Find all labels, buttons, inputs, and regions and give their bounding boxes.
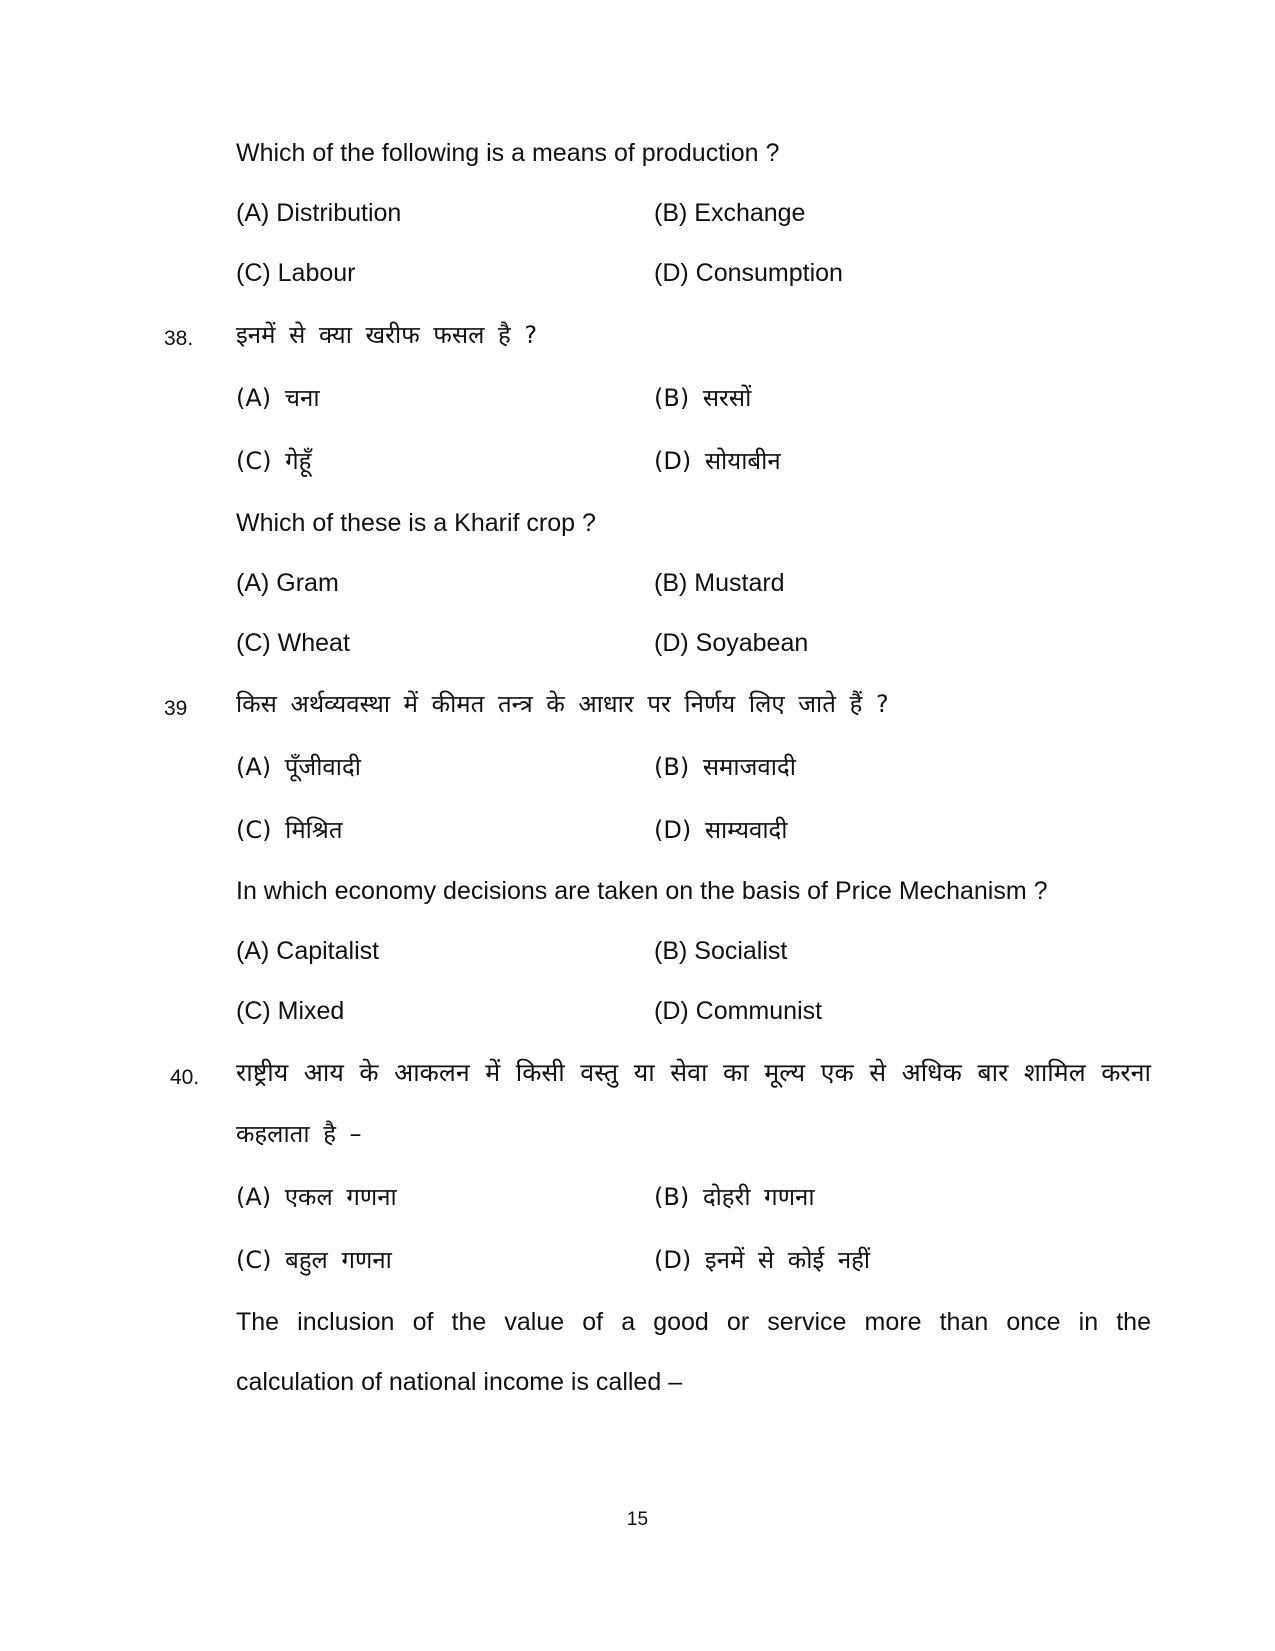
q37-option-c: (C) Labour xyxy=(236,259,356,287)
q40-option-a-hi: (A) एकल गणना xyxy=(236,1183,397,1211)
q37-option-a: (A) Distribution xyxy=(236,199,402,227)
page-number: 15 xyxy=(626,1509,649,1530)
q38-option-a-hi: (A) चना xyxy=(236,384,320,412)
q37-option-d: (D) Consumption xyxy=(654,259,843,287)
q38-option-d-hi: (D) सोयाबीन xyxy=(654,447,781,475)
q38-number: 38. xyxy=(164,327,194,350)
q39-option-c-en: (C) Mixed xyxy=(236,997,345,1025)
q39-option-d-hi: (D) साम्यवादी xyxy=(654,816,788,844)
q38-option-d-en: (D) Soyabean xyxy=(654,629,809,657)
q39-question-en: In which economy decisions are taken on the basis of Price Mechanism ? xyxy=(236,877,1048,905)
q38-option-c-en: (C) Wheat xyxy=(236,629,350,657)
q38-option-a-en: (A) Gram xyxy=(236,569,339,597)
q39-option-b-hi: (B) समाजवादी xyxy=(654,753,796,781)
q39-option-d-en: (D) Communist xyxy=(654,997,823,1025)
q39-option-b-en: (B) Socialist xyxy=(654,937,788,965)
q37-option-b: (B) Exchange xyxy=(654,199,806,227)
q38-option-b-en: (B) Mustard xyxy=(654,569,785,597)
q40-question-hi-line2: कहलाता है – xyxy=(236,1120,362,1148)
q38-option-b-hi: (B) सरसों xyxy=(654,384,752,412)
q39-option-c-hi: (C) मिश्रित xyxy=(236,816,343,844)
q40-question-hi-line1: राष्ट्रीय आय के आकलन में किसी वस्तु या सेवा का मूल्य एक से अधिक बार शामिल करना xyxy=(236,1058,1151,1087)
q39-option-a-hi: (A) पूँजीवादी xyxy=(236,753,361,781)
q38-option-c-hi: (C) गेहूँ xyxy=(236,447,312,475)
q40-question-en-line2: calculation of national income is called – xyxy=(236,1368,683,1396)
q39-question-hi: किस अर्थव्यवस्था में कीमत तन्त्र के आधार पर निर्णय लिए जाते हैं ? xyxy=(236,690,889,718)
q39-number: 39 xyxy=(164,697,188,720)
q40-option-b-hi: (B) दोहरी गणना xyxy=(654,1183,815,1211)
q40-option-c-hi: (C) बहुल गणना xyxy=(236,1246,392,1274)
q38-question-en: Which of these is a Kharif crop ? xyxy=(236,509,596,537)
q39-option-a-en: (A) Capitalist xyxy=(236,937,380,965)
q37-question-en: Which of the following is a means of production ? xyxy=(236,139,780,167)
q40-option-d-hi: (D) इनमें से कोई नहीं xyxy=(654,1246,871,1274)
q40-number: 40. xyxy=(170,1066,200,1089)
q38-question-hi: इनमें से क्या खरीफ फसल है ? xyxy=(236,321,538,349)
q40-question-en-line1: The inclusion of the value of a good or service more than once in the xyxy=(236,1308,1151,1336)
